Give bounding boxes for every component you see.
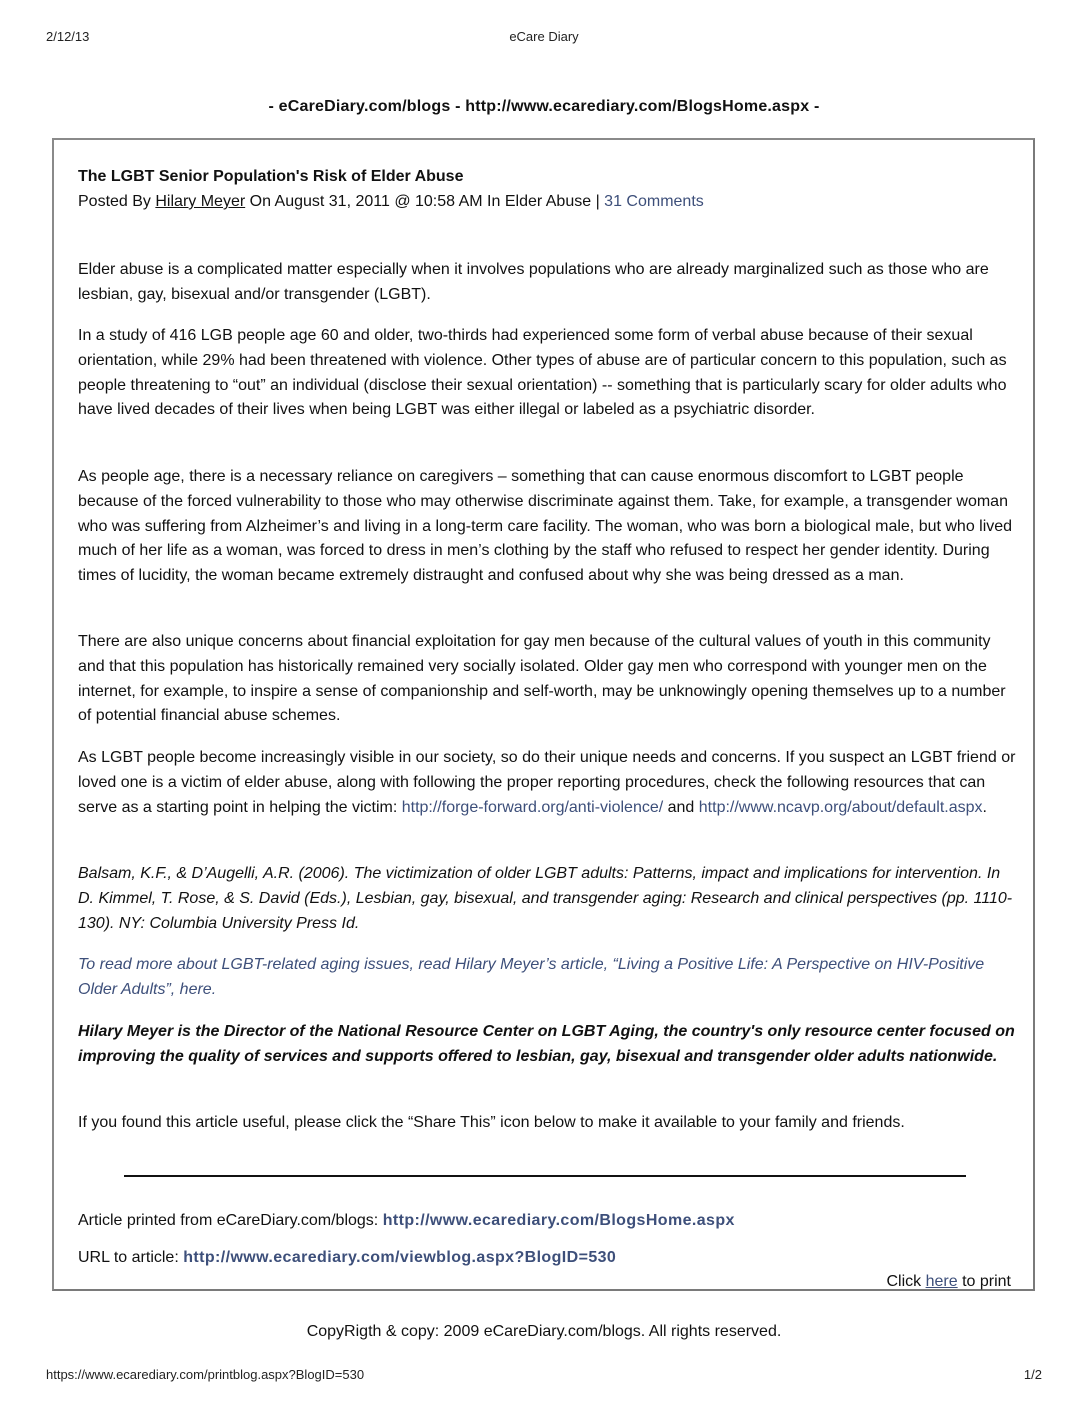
posted-by-label: Posted By — [78, 193, 156, 210]
resources-and: and — [663, 798, 699, 816]
resources-end: . — [982, 798, 987, 816]
resources-text: As LGBT people become increasingly visible in our society, so do their unique needs and concerns. If you suspect an LGBT friend or loved one is a victim of elder abuse, along with following the proper reporting procedures, check the following resources that can serve as a starting point in helping the victim: — [78, 749, 1016, 816]
article-url-line — [78, 1249, 616, 1267]
print-prompt — [887, 1273, 1012, 1291]
post-date: On August 31, 2011 @ 10:58 AM In Elder Abuse | — [245, 193, 605, 210]
paragraph-study: In a study of 416 LGB people age 60 and older, two-thirds had experienced some form of verbal abuse because of their sexual orientation, while 29% had been threatened with violence. Other types of abuse are of particular concern to this population, such as people threatening to “out” an individual (disclose their sexual orientation) -- something that is particularly scary for older adults who have lived decades of their lives when being LGBT was either illegal or labeled as a psychiatric disorder. — [78, 327, 1007, 419]
paragraph-caregivers: As people age, there is a necessary reliance on caregivers – something that can cause enormous discomfort to LGBT people because of the forced vulnerability to those who may otherwise discriminate against them. Take, for example, a transgender woman who was suffering from Alzheimer’s and living in a long-term care facility. The woman, who was born a biological male, but who lived much of her life as a woman, was forced to dress in men’s clothing by the staff who refused to respect her gender identity. During times of lucidity, the woman became extremely distraught and confused about why she was being dressed as a man. — [78, 468, 1013, 585]
article-url-label: URL to article: — [78, 1249, 184, 1266]
article-url-link[interactable]: http://www.ecarediary.com/viewblog.aspx?BlogID=530 — [183, 1249, 617, 1266]
print-suffix: to print — [957, 1273, 1011, 1290]
article-title: The LGBT Senior Population's Risk of Elder Abuse — [78, 168, 464, 185]
article-meta — [78, 193, 704, 211]
printed-from-line — [78, 1212, 735, 1230]
paragraph-intro: Elder abuse is a complicated matter especially when it involves populations who are already marginalized such as those who are lesbian, gay, bisexual and/or transgender (LGBT). — [78, 261, 989, 303]
article-container — [52, 138, 1035, 1291]
read-more-link[interactable]: To read more about LGBT-related aging issues, read Hilary Meyer’s article, “Living a Positive Life: A Perspective on HIV-Positive Older Adults”, here. — [78, 956, 985, 998]
click-label: Click — [886, 1273, 926, 1290]
author-bio: Hilary Meyer is the Director of the National Resource Center on LGBT Aging, the country's only resource center focused on improving the quality of services and supports offered to lesbian, gay, bisexual and transgender older adults nationwide. — [78, 1023, 1015, 1065]
print-url: https://www.ecarediary.com/printblog.aspx?BlogID=530 — [46, 1367, 365, 1382]
site-banner: - eCareDiary.com/blogs - http://www.ecarediary.com/BlogsHome.aspx - — [268, 98, 820, 115]
divider — [124, 1175, 966, 1177]
share-note: If you found this article useful, please click the “Share This” icon below to make it available to your family and friends. — [78, 1114, 905, 1131]
comments-link[interactable]: 31 Comments — [604, 193, 704, 210]
citation: Balsam, K.F., & D’Augelli, A.R. (2006). The victimization of older LGBT adults: Patterns, impact and implications for intervention. In D. Kimmel, T. Rose, & S. David (Eds.), Lesbian, gay, bisexual, and transgender aging: Research and clinical perspectives (pp. 1110-130). NY: Columbia University Press Id. — [78, 865, 1013, 932]
print-page-title: eCare Diary — [509, 29, 579, 44]
paragraph-financial: There are also unique concerns about financial exploitation for gay men because of the cultural values of youth in this community and that this population has historically remained very socially isolated. Older gay men who correspond with younger men on the internet, for example, to inspire a sense of companionship and self-worth, may be unknowingly opening themselves up to a number of potential financial abuse schemes. — [78, 633, 1006, 725]
print-here-link[interactable]: here — [925, 1273, 958, 1290]
blogs-home-link[interactable]: http://www.ecarediary.com/BlogsHome.aspx — [382, 1212, 735, 1229]
paragraph-resources — [78, 746, 1018, 820]
printed-from-label: Article printed from eCareDiary.com/blogs: — [78, 1212, 383, 1229]
forge-forward-link[interactable]: http://forge-forward.org/anti-violence/ — [401, 798, 664, 816]
page-number: 1/2 — [1023, 1367, 1042, 1382]
ncavp-link[interactable]: http://www.ncavp.org/about/default.aspx — [698, 798, 983, 816]
copyright: CopyRigth & copy: 2009 eCareDiary.com/blogs. All rights reserved. — [306, 1323, 782, 1340]
author-link[interactable]: Hilary Meyer — [155, 193, 246, 210]
print-date: 2/12/13 — [46, 29, 90, 44]
